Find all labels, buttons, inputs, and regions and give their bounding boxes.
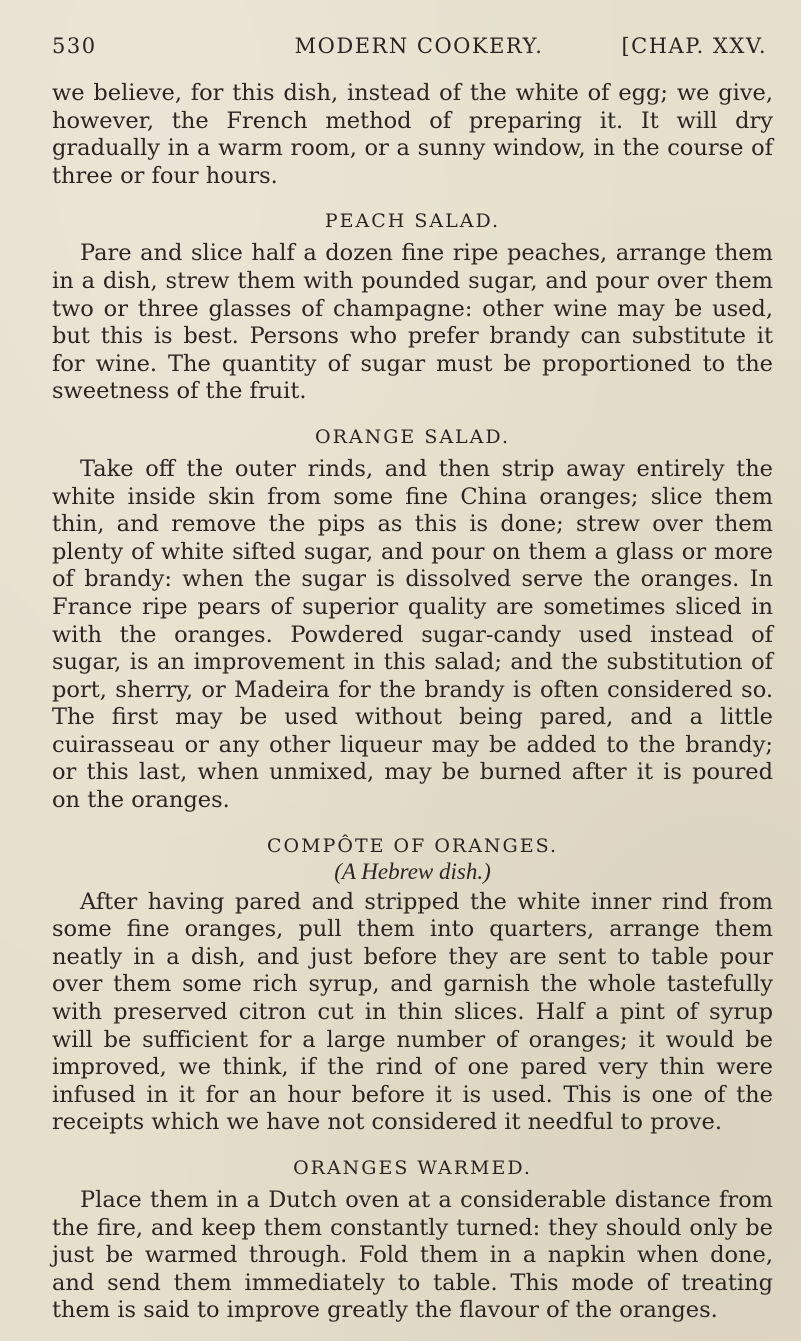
section-heading-orange-salad: ORANGE SALAD. <box>315 425 510 448</box>
running-head <box>52 34 773 58</box>
section-body-compote-of-oranges: After having pared and stripped the white inner rind from some fine oranges, pull them into quarters, arrange them neatly in a dish, and just before they are sent to table pour over them some rich syrup, and garnish the whole tastefully with preserved citron cut in thin slices. Half a pint of syrup will be sufficient for a large number of oranges; it would be improved, we think, if the rind of one pared very thin were infused in it for an hour before it is used. This is one of the receipts which we have not considered it needful to prove. <box>52 888 773 1136</box>
section-heading-oranges-warmed: ORANGES WARMED. <box>293 1157 532 1179</box>
section-subheading-hebrew-dish: (A Hebrew dish.) <box>334 858 491 884</box>
section-body-peach-salad: Pare and slice half a dozen fine ripe peaches, arrange them in a dish, strew them with pounded sugar, and pour over them two or three glasses of champagne: other wine may be used, but this is best. Persons who prefer brandy can substitute it for wine. The quantity of sugar must be proportioned to the sweetness of the fruit. <box>52 240 773 405</box>
section-body-orange-salad: Take off the outer rinds, and then strip away entirely the white inside skin from some fine China oranges; slice them thin, and remove the pips as this is done; strew over them plenty of white sifted sugar, and pour on them a glass or more of brandy: when the sugar is dissolved serve the oranges. In France ripe pears of superior quality are sometimes sliced in with the oranges. Powdered sugar-candy used instead of sugar, is an improvement in this salad; and the substitution of port, sherry, or Madeira for the brandy is often considered so. The first may be used without being pared, and a little cuirasseau or any other liqueur may be added to the brandy; or this last, when unmixed, may be burned after it is poured on the oranges. <box>52 455 773 814</box>
running-title: MODERN COOKERY. <box>294 34 544 58</box>
chapter-label: [CHAP. XXV. <box>621 34 767 58</box>
section-body-oranges-warmed: Place them in a Dutch oven at a considerable distance from the fire, and keep them constantly turned: they should only be just be warmed through. Fold them in a napkin when done, and send them immediately to table. This mode of treating them is said to improve greatly the flavour of the oranges. <box>52 1187 773 1324</box>
section-heading-compote-of-oranges: COMPÔTE OF ORANGES. <box>267 834 558 857</box>
section-heading-peach-salad: PEACH SALAD. <box>324 210 501 233</box>
intro-paragraph: we believe, for this dish, instead of the white of egg; we give, however, the French method of preparing it. It will dry gradually in a warm room, or a sunny window, in the course of three or four hours. <box>52 80 773 189</box>
page-number: 530 <box>52 34 97 58</box>
